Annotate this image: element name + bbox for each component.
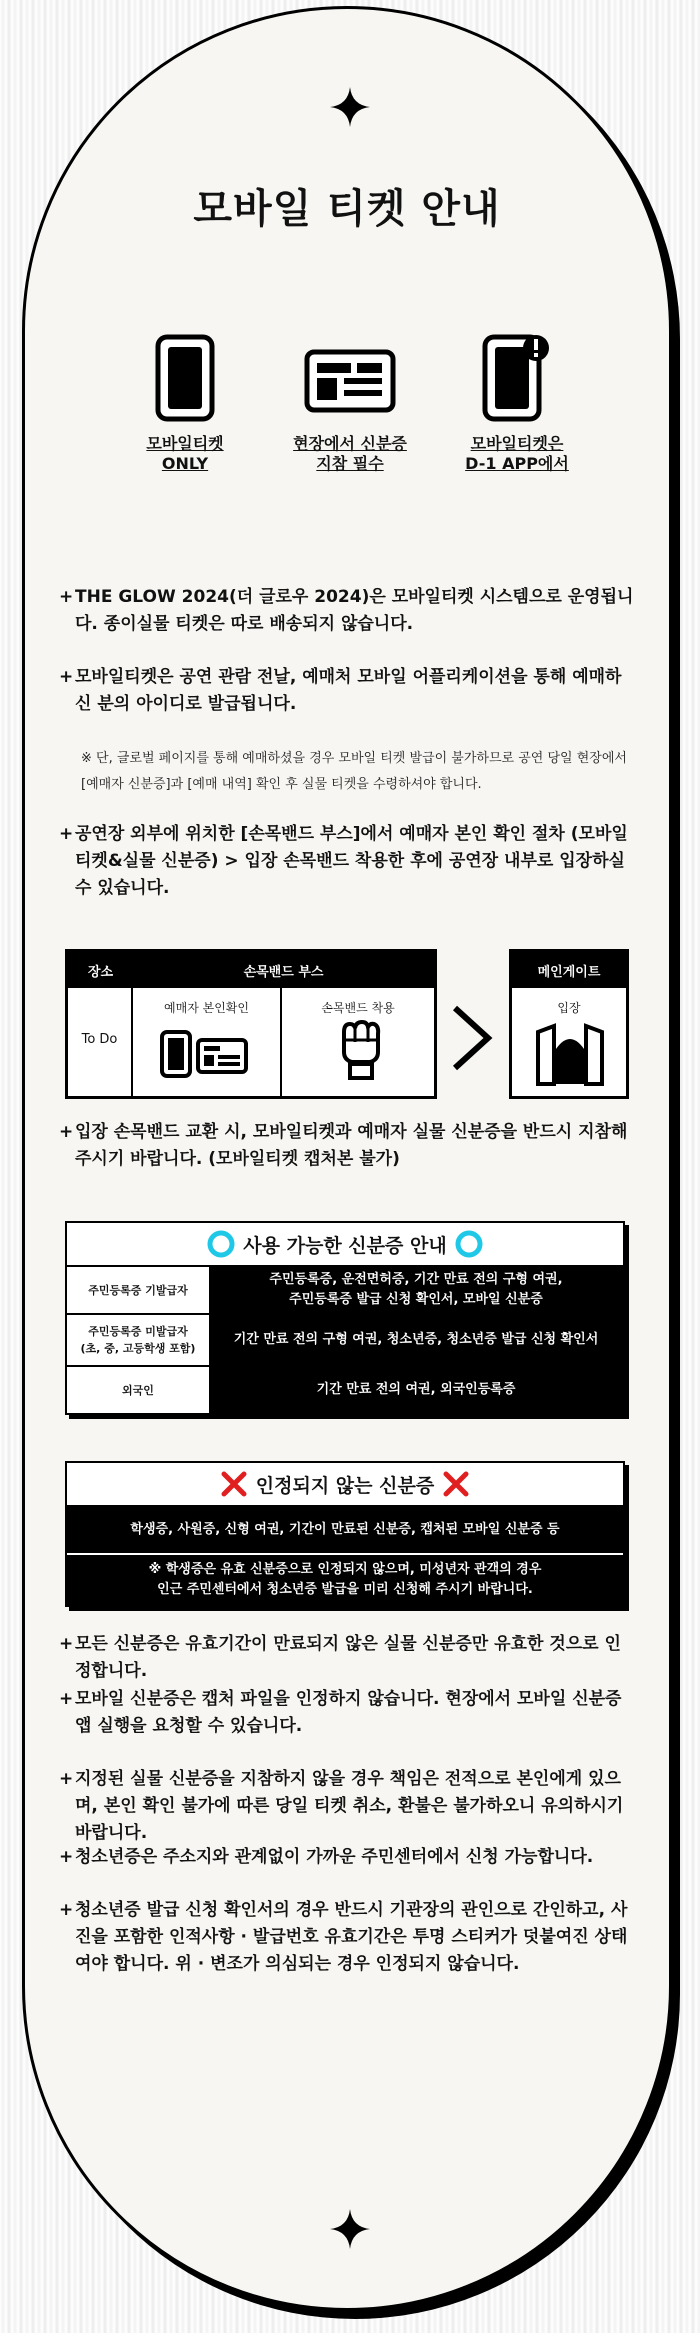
invalid-id-title: 인정되지 않는 신분증 (67, 1463, 623, 1505)
info-bullet: + 공연장 외부에 위치한 [손목밴드 부스]에서 예매자 본인 확인 절차 (모바일티켓&실물 신분증) > 입장 손목밴드 착용한 후에 공연장 내부로 입장하실 수 있습니다. (59, 824, 628, 898)
step-wristband: 손목밴드 착용 (321, 1001, 395, 1015)
sparkle-icon (330, 2209, 370, 2249)
ring-icon (207, 1230, 235, 1258)
step-identity-check: 예매자 본인확인 (164, 1001, 249, 1015)
booth-header: 손목밴드 부스 (133, 952, 434, 988)
info-bullet: + 청소년증 발급 신청 확인서의 경우 반드시 기관장의 관인으로 간인하고, 사진을 포함한 인적사항 · 발급번호 유효기간은 투명 스티커가 덧붙여진 상태여야 합니다. 위 · 변조가 의심되는 경우 인정되지 않습니다. (59, 1900, 628, 1974)
sparkle-icon (330, 87, 370, 127)
feature-label: 모바일티켓 ONLY (146, 434, 224, 473)
id-row: 주민등록증 미발급자 (초, 중, 고등학생 포함) 기간 만료 전의 구형 여권, 청소년증, 청소년증 발급 신청 확인서 (67, 1313, 623, 1365)
feature-label: 모바일티켓은 D-1 APP에서 (465, 434, 569, 473)
valid-id-table (65, 1221, 625, 1415)
global-page-note: ※ 단, 글로벌 페이지를 통해 예매하셨을 경우 모바일 티켓 발급이 불가하므로 공연 당일 현장에서 [예매자 신분증]과 [예매 내역] 확인 후 실물 티켓을 수령하셔야 합니다. (81, 751, 627, 792)
id-row: 주민등록증 기발급자 주민등록증, 운전면허증, 기간 만료 전의 구형 여권, 주민등록증 발급 신청 확인서, 모바일 신분증 (67, 1265, 623, 1313)
invalid-id-list: 학생증, 사원증, 신형 여권, 기간이 만료된 신분증, 캡처된 모바일 신분증 등 (67, 1505, 623, 1553)
info-bullet: + 모바일 신분증은 캡처 파일을 인정하지 않습니다. 현장에서 모바일 신분증 앱 실행을 요청할 수 있습니다. (59, 1689, 622, 1736)
info-bullet: + 입장 손목밴드 교환 시, 모바일티켓과 예매자 실물 신분증을 반드시 지참해 주시기 바랍니다. (모바일티켓 캡처본 불가) (59, 1122, 628, 1169)
valid-id-title: 사용 가능한 신분증 안내 (67, 1223, 623, 1265)
info-bullet: + 지정된 실물 신분증을 지참하지 않을 경우 책임은 전적으로 본인에게 있으며, 본인 확인 불가에 따른 당일 티켓 취소, 환불은 불가하오니 유의하시기 바랍니다. (59, 1769, 624, 1843)
main-gate-box (509, 949, 629, 1099)
gate-door-icon (534, 1022, 606, 1086)
info-bullet: + 청소년증은 주소지와 관계없이 가까운 주민센터에서 신청 가능합니다. (59, 1847, 594, 1867)
feature-app-d1 (437, 334, 597, 474)
phone-and-id-icon (160, 1030, 250, 1080)
cross-icon (442, 1470, 470, 1498)
phone-alert-icon (482, 334, 552, 422)
notice-card (22, 6, 672, 2311)
todo-label: To Do (81, 1032, 118, 1047)
feature-icons (25, 334, 669, 499)
feature-label: 현장에서 신분증 지참 필수 (293, 434, 407, 473)
booth-table (65, 949, 437, 1099)
feature-id-required (270, 334, 430, 474)
main-gate-header: 메인게이트 (512, 952, 626, 988)
wristband-flow-diagram (65, 949, 625, 1099)
info-bullet: + 모바일티켓은 공연 관람 전날, 예매처 모바일 어플리케이션을 통해 예매하신 분의 아이디로 발급됩니다. (59, 667, 622, 714)
invalid-id-table (65, 1461, 625, 1607)
ring-icon (455, 1230, 483, 1258)
id-row: 외국인 기간 만료 전의 여권, 외국인등록증 (67, 1365, 623, 1413)
fist-wristband-icon (338, 1018, 382, 1082)
phone-icon (155, 334, 215, 422)
place-header: 장소 (68, 952, 133, 988)
entry-label: 입장 (557, 1001, 581, 1015)
feature-mobile-only (105, 334, 265, 474)
info-bullet: + 모든 신분증은 유효기간이 만료되지 않은 실물 신분증만 유효한 것으로 인정합니다. (59, 1634, 621, 1681)
page-title: 모바일 티켓 안내 (193, 186, 501, 232)
cross-icon (220, 1470, 248, 1498)
chevron-right-icon (450, 1004, 494, 1072)
id-card-icon (304, 334, 396, 422)
student-id-note: ※ 학생증은 유효 신분증으로 인정되지 않으며, 미성년자 관객의 경우 인근 주민센터에서 청소년증 발급을 미리 신청해 주시기 바랍니다. (67, 1553, 623, 1605)
info-bullet: + THE GLOW 2024(더 글로우 2024)은 모바일티켓 시스템으로 운영됩니다. 종이실물 티켓은 따로 배송되지 않습니다. (59, 587, 634, 634)
